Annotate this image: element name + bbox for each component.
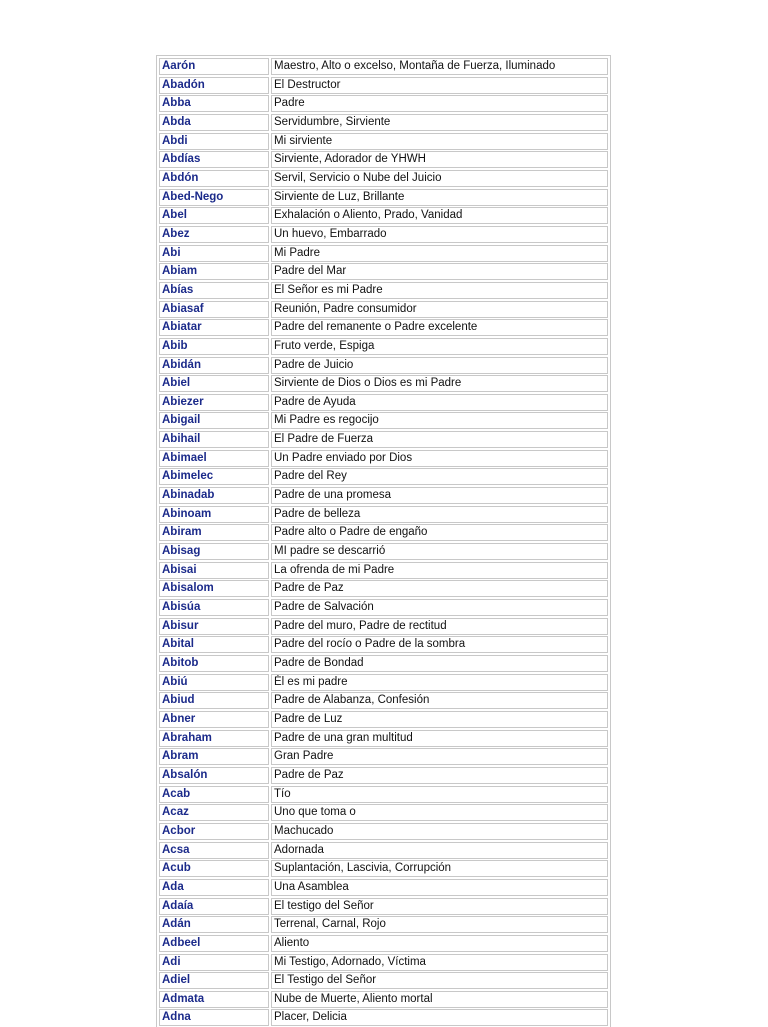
meaning-cell: Él es mi padre	[271, 674, 608, 691]
meaning-cell: Machucado	[271, 823, 608, 840]
name-cell: Abner	[159, 711, 269, 728]
meaning-cell: Terrenal, Carnal, Rojo	[271, 916, 608, 933]
table-row	[159, 262, 608, 281]
table-row	[159, 635, 608, 654]
table-row	[159, 729, 608, 748]
meaning-cell: Nube de Muerte, Aliento mortal	[271, 991, 608, 1008]
table-row	[159, 449, 608, 468]
name-cell: Abba	[159, 95, 269, 112]
name-cell: Abiram	[159, 524, 269, 541]
table-row	[159, 94, 608, 113]
table-row	[159, 523, 608, 542]
meaning-cell: Padre de belleza	[271, 506, 608, 523]
name-cell: Abías	[159, 282, 269, 299]
meaning-cell: Gran Padre	[271, 748, 608, 765]
name-cell: Abram	[159, 748, 269, 765]
meaning-cell: Una Asamblea	[271, 879, 608, 896]
table-row	[159, 225, 608, 244]
table-row	[159, 374, 608, 393]
name-cell: Adaía	[159, 898, 269, 915]
name-cell: Abi	[159, 245, 269, 262]
name-cell: Abiezer	[159, 394, 269, 411]
name-cell: Abimelec	[159, 468, 269, 485]
meaning-cell: Padre de Salvación	[271, 599, 608, 616]
table-row	[159, 841, 608, 860]
meaning-cell: Padre de Alabanza, Confesión	[271, 692, 608, 709]
name-cell: Adiel	[159, 972, 269, 989]
meaning-cell: Exhalación o Aliento, Prado, Vanidad	[271, 207, 608, 224]
table-row	[159, 486, 608, 505]
table-row	[159, 244, 608, 263]
name-cell: Abigail	[159, 412, 269, 429]
table-row	[159, 579, 608, 598]
meaning-cell: El Destructor	[271, 77, 608, 94]
meaning-cell: Placer, Delicia	[271, 1009, 608, 1026]
name-cell: Abdi	[159, 133, 269, 150]
name-cell: Ada	[159, 879, 269, 896]
meaning-cell: La ofrenda de mi Padre	[271, 562, 608, 579]
name-cell: Admata	[159, 991, 269, 1008]
meaning-cell: Uno que toma o	[271, 804, 608, 821]
meaning-cell: Sirviente, Adorador de YHWH	[271, 151, 608, 168]
table-row	[159, 822, 608, 841]
name-cell: Abisur	[159, 618, 269, 635]
meaning-cell: Padre de Paz	[271, 580, 608, 597]
name-cell: Abda	[159, 114, 269, 131]
meaning-cell: Padre del rocío o Padre de la sombra	[271, 636, 608, 653]
meaning-cell: Padre de una promesa	[271, 487, 608, 504]
name-cell: Adbeel	[159, 935, 269, 952]
table-row	[159, 300, 608, 319]
meaning-cell: Padre del remanente o Padre excelente	[271, 319, 608, 336]
name-cell: Adna	[159, 1009, 269, 1026]
name-cell: Abez	[159, 226, 269, 243]
table-row	[159, 934, 608, 953]
name-cell: Abisag	[159, 543, 269, 560]
table-row	[159, 281, 608, 300]
table-row	[159, 785, 608, 804]
meaning-cell: El testigo del Señor	[271, 898, 608, 915]
meaning-cell: Padre del muro, Padre de rectitud	[271, 618, 608, 635]
table-row	[159, 76, 608, 95]
table-row	[159, 766, 608, 785]
meaning-cell: Padre de Bondad	[271, 655, 608, 672]
name-cell: Abisai	[159, 562, 269, 579]
meaning-cell: Tío	[271, 786, 608, 803]
meaning-cell: MI padre se descarrió	[271, 543, 608, 560]
meaning-cell: Padre	[271, 95, 608, 112]
name-cell: Abiatar	[159, 319, 269, 336]
name-cell: Abraham	[159, 730, 269, 747]
meaning-cell: Reunión, Padre consumidor	[271, 301, 608, 318]
meaning-cell: Padre de Luz	[271, 711, 608, 728]
table-row	[159, 542, 608, 561]
meaning-cell: Fruto verde, Espiga	[271, 338, 608, 355]
table-row	[159, 747, 608, 766]
meaning-cell: Servidumbre, Sirviente	[271, 114, 608, 131]
table-row	[159, 803, 608, 822]
table-row	[159, 150, 608, 169]
name-cell: Abdón	[159, 170, 269, 187]
table-row	[159, 990, 608, 1009]
table-row	[159, 337, 608, 356]
name-cell: Abiel	[159, 375, 269, 392]
table-row	[159, 206, 608, 225]
meaning-cell: Sirviente de Luz, Brillante	[271, 189, 608, 206]
table-row	[159, 953, 608, 972]
meaning-cell: Padre de Ayuda	[271, 394, 608, 411]
name-cell: Abidán	[159, 357, 269, 374]
table-row	[159, 505, 608, 524]
meaning-cell: Padre de Paz	[271, 767, 608, 784]
meaning-cell: Aliento	[271, 935, 608, 952]
table-row	[159, 411, 608, 430]
table-row	[159, 971, 608, 990]
name-cell: Abinoam	[159, 506, 269, 523]
name-cell: Absalón	[159, 767, 269, 784]
meaning-cell: El Señor es mi Padre	[271, 282, 608, 299]
name-cell: Abinadab	[159, 487, 269, 504]
name-cell: Abisúa	[159, 599, 269, 616]
name-cell: Abiud	[159, 692, 269, 709]
name-cell: Abihail	[159, 431, 269, 448]
name-cell: Acaz	[159, 804, 269, 821]
meaning-cell: Un huevo, Embarrado	[271, 226, 608, 243]
table-row	[159, 617, 608, 636]
meaning-cell: Adornada	[271, 842, 608, 859]
meaning-cell: Mi Testigo, Adornado, Víctima	[271, 954, 608, 971]
table-row	[159, 113, 608, 132]
name-cell: Abadón	[159, 77, 269, 94]
meaning-cell: El Padre de Fuerza	[271, 431, 608, 448]
meaning-cell: Servil, Servicio o Nube del Juicio	[271, 170, 608, 187]
meaning-cell: Mi Padre	[271, 245, 608, 262]
name-cell: Aarón	[159, 58, 269, 75]
meaning-cell: Padre de Juicio	[271, 357, 608, 374]
name-cell: Acbor	[159, 823, 269, 840]
table-row	[159, 691, 608, 710]
meaning-cell: Sirviente de Dios o Dios es mi Padre	[271, 375, 608, 392]
name-cell: Acub	[159, 860, 269, 877]
meaning-cell: El Testigo del Señor	[271, 972, 608, 989]
table-row	[159, 654, 608, 673]
table-row	[159, 859, 608, 878]
table-row	[159, 188, 608, 207]
table-row	[159, 467, 608, 486]
name-cell: Abel	[159, 207, 269, 224]
meaning-cell: Maestro, Alto o excelso, Montaña de Fuerza, Iluminado	[271, 58, 608, 75]
table-row	[159, 57, 608, 76]
name-cell: Abiam	[159, 263, 269, 280]
name-cell: Acsa	[159, 842, 269, 859]
name-cell: Abiú	[159, 674, 269, 691]
table-row	[159, 132, 608, 151]
table-row	[159, 915, 608, 934]
table-row	[159, 673, 608, 692]
meaning-cell: Un Padre enviado por Dios	[271, 450, 608, 467]
meaning-cell: Padre de una gran multitud	[271, 730, 608, 747]
meaning-cell: Padre alto o Padre de engaño	[271, 524, 608, 541]
table-row	[159, 318, 608, 337]
name-cell: Abdías	[159, 151, 269, 168]
name-cell: Abiasaf	[159, 301, 269, 318]
table-row	[159, 393, 608, 412]
name-cell: Acab	[159, 786, 269, 803]
table-row	[159, 1008, 608, 1027]
name-cell: Abib	[159, 338, 269, 355]
meaning-cell: Mi sirviente	[271, 133, 608, 150]
table-row	[159, 561, 608, 580]
name-cell: Abital	[159, 636, 269, 653]
name-cell: Abed-Nego	[159, 189, 269, 206]
table-row	[159, 169, 608, 188]
table-row	[159, 710, 608, 729]
table-row	[159, 878, 608, 897]
name-cell: Adi	[159, 954, 269, 971]
table-row	[159, 430, 608, 449]
name-cell: Abisalom	[159, 580, 269, 597]
name-cell: Abitob	[159, 655, 269, 672]
names-table	[156, 55, 611, 1027]
name-cell: Adán	[159, 916, 269, 933]
table-row	[159, 897, 608, 916]
table-row	[159, 356, 608, 375]
meaning-cell: Padre del Mar	[271, 263, 608, 280]
meaning-cell: Suplantación, Lascivia, Corrupción	[271, 860, 608, 877]
meaning-cell: Mi Padre es regocijo	[271, 412, 608, 429]
name-cell: Abimael	[159, 450, 269, 467]
table-row	[159, 598, 608, 617]
meaning-cell: Padre del Rey	[271, 468, 608, 485]
